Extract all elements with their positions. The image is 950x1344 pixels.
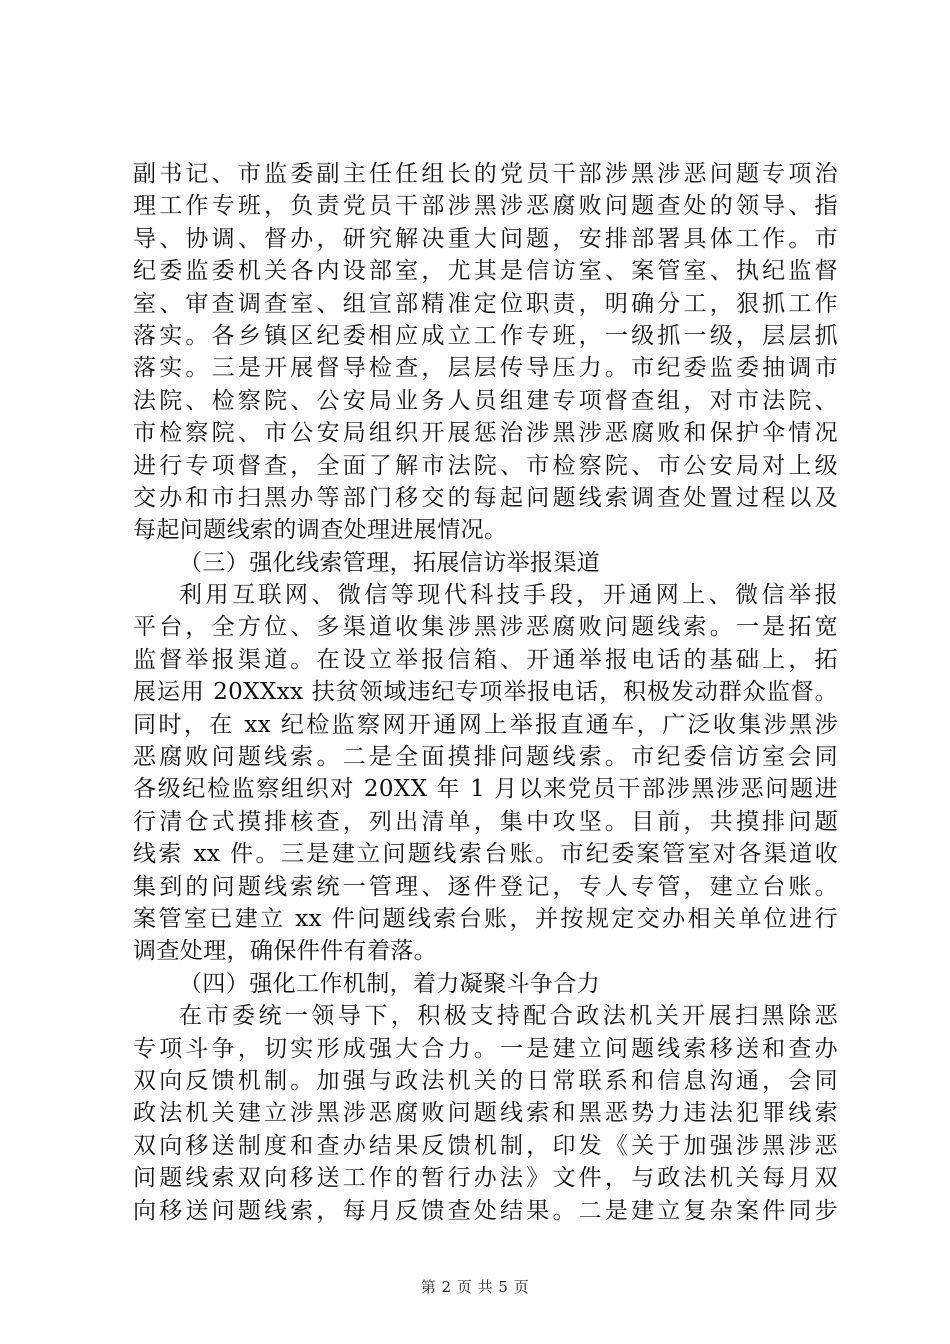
text-line: 双向移送制度和查办结果反馈机制，印发《关于加强涉黑涉恶 xyxy=(133,1132,838,1159)
text-line: 集到的问题线索统一管理、逐件登记，专人专管，建立台账。 xyxy=(133,873,838,900)
text-line: 平台，全方位、多渠道收集涉黑涉恶腐败问题线索。一是拓宽 xyxy=(133,614,838,641)
section-heading: （四）强化工作机制，着力凝聚斗争合力 xyxy=(179,970,601,997)
text-line: 双向反馈机制。加强与政法机关的日常联系和信息沟通，会同 xyxy=(133,1067,838,1094)
text-line: 问题线索双向移送工作的暂行办法》文件，与政法机关每月双 xyxy=(133,1165,838,1192)
text-line: 室、审查调查室、组宣部精准定位职责，明确分工，狠抓工作 xyxy=(133,290,838,317)
text-line: 调查处理，确保件件有着落。 xyxy=(133,938,438,965)
text-line: 恶腐败问题线索。二是全面摸排问题线索。市纪委信访室会同 xyxy=(133,744,838,771)
text-line: 专项斗争，切实形成强大合力。一是建立问题线索移送和查办 xyxy=(133,1035,838,1062)
text-line: 落实。三是开展督导检查，层层传导压力。市纪委监委抽调市 xyxy=(133,355,838,382)
text-line: 监督举报渠道。在设立举报信箱、开通举报电话的基础上，拓 xyxy=(133,646,838,673)
text-line: 纪委监委机关各内设部室，尤其是信访室、案管室、执纪监督 xyxy=(133,258,838,285)
text-line: 理工作专班，负责党员干部涉黑涉恶腐败问题查处的领导、指 xyxy=(133,193,838,220)
text-line: 向移送问题线索，每月反馈查处结果。二是建立复杂案件同步 xyxy=(133,1197,838,1224)
text-line: 各级纪检监察组织对 20XX 年 1 月以来党员干部涉黑涉恶问题进 xyxy=(133,776,838,803)
text-line: 线索 xx 件。三是建立问题线索台账。市纪委案管室对各渠道收 xyxy=(133,841,838,868)
text-line: 案管室已建立 xx 件问题线索台账，并按规定交办相关单位进行 xyxy=(133,905,838,932)
text-line: 同时，在 xx 纪检监察网开通网上举报直通车，广泛收集涉黑涉 xyxy=(133,711,838,738)
text-line: 交办和市扫黑办等部门移交的每起问题线索调查处置过程以及 xyxy=(133,484,838,511)
document-body xyxy=(133,158,838,1227)
page-number-footer: 第 2 页 共 5 页 xyxy=(420,1278,530,1296)
text-line: 政法机关建立涉黑涉恶腐败问题线索和黑恶势力违法犯罪线索 xyxy=(133,1100,838,1127)
text-line: 在市委统一领导下，积极支持配合政法机关开展扫黑除恶 xyxy=(179,1003,838,1030)
text-line: 每起问题线索的调查处理进展情况。 xyxy=(133,517,508,544)
text-line: 行清仓式摸排核查，列出清单，集中攻坚。目前，共摸排问题 xyxy=(133,808,838,835)
text-line: 副书记、市监委副主任任组长的党员干部涉黑涉恶问题专项治 xyxy=(133,161,838,187)
text-line: 法院、检察院、公安局业务人员组建专项督查组，对市法院、 xyxy=(133,387,838,414)
text-line: 落实。各乡镇区纪委相应成立工作专班，一级抓一级，层层抓 xyxy=(133,322,838,349)
text-line: 市检察院、市公安局组织开展惩治涉黑涉恶腐败和保护伞情况 xyxy=(133,420,838,447)
section-heading: （三）强化线索管理，拓展信访举报渠道 xyxy=(179,549,601,576)
text-line: 利用互联网、微信等现代科技手段，开通网上、微信举报 xyxy=(179,582,838,609)
text-line: 展运用 20XXxx 扶贫领域违纪专项举报电话，积极发动群众监督。 xyxy=(133,679,838,706)
text-line: 导、协调、督办，研究解决重大问题，安排部署具体工作。市 xyxy=(133,225,838,252)
text-line: 进行专项督查，全面了解市法院、市检察院、市公安局对上级 xyxy=(133,452,838,479)
